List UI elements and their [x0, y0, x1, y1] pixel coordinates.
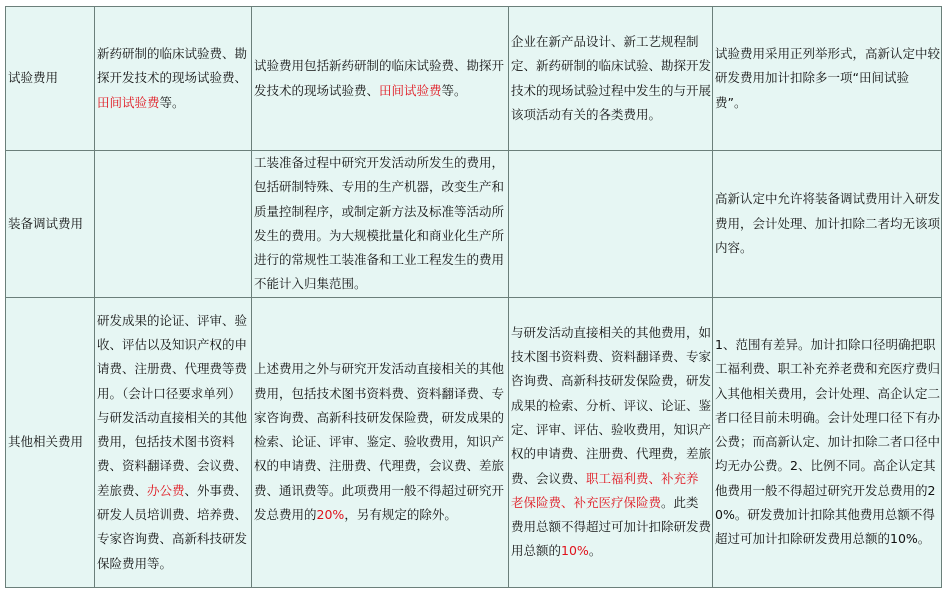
cell-text: 。 — [588, 543, 602, 559]
highlighted-text: 10% — [561, 543, 589, 559]
row-label: 装备调试费用 — [6, 151, 95, 298]
highlighted-text: 田间试验费 — [379, 82, 442, 98]
table-row-test-fees — [6, 7, 942, 151]
difference-cell — [713, 297, 942, 587]
cell-text: 新药研制的临床试验费、勘探开发技术的现场试验费、 — [97, 46, 248, 86]
cell-text: 1、范围有差异。加计扣除口径明确把职工福利费、职工补充养老费和充医疗费归入其他相关费用，会计处理、高企认定二者口径目前未明确。会计处理口径下有办公费；而高新认定、加计扣除二者口径中均无办公费。2、比例不同。高企认定其他费用一般不得超过研究开发总费用的20%。研发费加计扣除其他费用总额不得超过可加计扣除研发费用总额的10%。 — [715, 336, 941, 547]
comparison-table — [5, 6, 942, 588]
row-label: 其他相关费用 — [6, 297, 95, 587]
hightech-cell — [252, 151, 509, 298]
cell-text: 企业在新产品设计、新工艺规程制定、新药研制的临床试验、勘探开发技术的现场试验过程中发生的与开展该项活动有关的各类费用。 — [511, 33, 712, 122]
highlighted-text: 办公费 — [147, 482, 185, 498]
accounting-cell — [95, 297, 252, 587]
highlighted-text: 田间试验费 — [97, 94, 160, 110]
deduction-cell — [509, 297, 713, 587]
accounting-cell — [95, 151, 252, 298]
row-label: 试验费用 — [6, 7, 95, 151]
cell-text: 与研发活动直接相关的其他费用，如技术图书资料费、资料翻译费、专家咨询费、高新科技研发保险费，研发成果的检索、分析、评议、论证、鉴定、评审、评估、验收费用，知识产权的申请费、注册费、代理费，差旅费、会议费、 — [511, 324, 712, 486]
cell-text: 试验费用包括新药研制的临床试验费、勘探开发技术的现场试验费、 — [254, 58, 505, 98]
hightech-cell — [252, 7, 509, 151]
accounting-cell — [95, 7, 252, 151]
cell-text: 试验费用采用正列举形式，高新认定中较研发费用加计扣除多一项“田间试验费”。 — [715, 46, 941, 110]
highlighted-text: 20% — [316, 507, 345, 523]
cell-text: 、外事费、研发人员培训费、培养费、专家咨询费、高新科技研发保险费用等。 — [97, 482, 248, 571]
cell-text: 高新认定中允许将装备调试费用计入研发费用，会计处理、加计扣除二者均无该项内容。 — [715, 191, 941, 256]
cell-text: 。此类费用总额不得超过可加计扣除研发费用总额的 — [511, 494, 712, 559]
cell-text: 等。 — [441, 82, 467, 98]
cell-text: 工装准备过程中研究开发活动所发生的费用，包括研制特殊、专用的生产机器，改变生产和质量控制程序，或制定新方法及标准等活动所发生的费用。为大规模批量化和商业化生产所进行的常规性工装准备和工业工程发生的费用不能计入归集范围。 — [254, 155, 505, 292]
deduction-cell — [509, 151, 713, 298]
deduction-cell — [509, 7, 713, 151]
cell-text: 等。 — [159, 94, 185, 110]
cell-text: 上述费用之外与研究开发活动直接相关的其他费用，包括技术图书资料费、资料翻译费、专家咨询费、高新科技研发保险费，研发成果的检索、论证、评审、鉴定、验收费用，知识产权的申请费、注册费、代理费，会议费、差旅费、通讯费等。此项费用一般不得超过研究开发总费用的 — [254, 361, 505, 523]
difference-cell — [713, 151, 942, 298]
table-row-equipment-fees — [6, 151, 942, 298]
cell-text: 研发成果的论证、评审、验收、评估以及知识产权的申请费、注册费、代理费等费用。（会计口径要求单列）与研发活动直接相关的其他费用，包括技术图书资料费、资料翻译费、会议费、差旅费、 — [97, 312, 248, 498]
difference-cell — [713, 7, 942, 151]
hightech-cell — [252, 297, 509, 587]
highlighted-text: 职工福利费、补充养老保险费、补充医疗保险费 — [511, 470, 699, 510]
cell-text: ，另有规定的除外。 — [344, 507, 457, 523]
table-row-other-fees — [6, 297, 942, 587]
